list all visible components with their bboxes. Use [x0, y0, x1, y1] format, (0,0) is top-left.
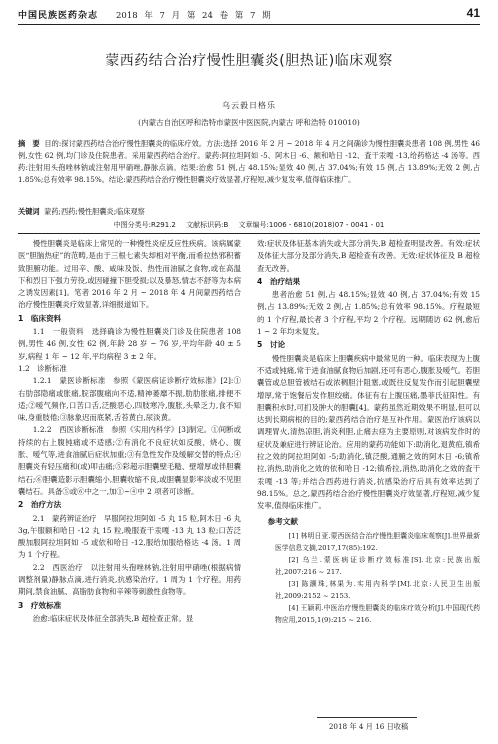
article-affiliation: (内蒙古自治区呼和浩特市蒙医中医医院,内蒙古 呼和浩特 010010)	[138, 118, 360, 127]
section-heading: 2 治疗方法	[18, 500, 62, 510]
paragraph: 2.1 蒙药辨证治疗 早服阿拉坦阿如 -5 丸 15 粒,阿木日 -6 丸 3g,午服额和哈日 -12 丸 15 粒,晚服查干汞嘎 -13 丸 13 粒;口苦泛酸加服阿拉坦阿如 -5 或依和哈日 -12,服给加服给格达 -4 汤。1 周为 1 个疗程。	[18, 513, 241, 560]
article-title: 蒙西药结合治疗慢性胆囊炎(胆热证)临床观察	[105, 53, 393, 69]
keywords	[18, 206, 480, 218]
reference-item: [3] 陈灏珠,林果为.实用内科学[M].北京:人民卫生出版社,2009:2152 ~ 2153.	[275, 579, 480, 600]
paragraph: 1.2.2 西医诊断标准 参照《实用内科学》[3]制定。①间断或持续的右上腹钝痛或不适感;②有消化不良症状如反酸、烧心、腹胀、嗳气等,进食油腻后症状加重;③有急性发作及缓解交替的特点;④胆囊炎有轻压痛和(或)叩击痛;⑤彩超示胆囊壁毛糙、壁增厚或伴胆囊结石;⑥胆囊造影示胆囊缩小,胆囊收缩不良,或胆囊显影率淡或不见胆囊结石。具备⑤或⑥中之一,加①~④中 2 项者可诊断。	[18, 425, 241, 496]
reference-item: [4] 王颖莉.中医治疗慢性胆囊炎的临床疗效分析[J].中国现代药物应用,2015,1(9):215 ~ 216.	[275, 603, 480, 624]
journal-name: 中国民族医药杂志	[18, 11, 99, 21]
section-heading: 1 临床资料	[18, 313, 62, 323]
section-heading: 4 治疗结果	[257, 276, 301, 286]
article-number: 文章编号:1006 - 6810(2018)07 - 0041 - 01	[238, 221, 385, 229]
body-column-left	[18, 238, 241, 740]
header-rule	[18, 24, 480, 25]
classification-line	[0, 220, 498, 230]
paragraph: 1.2.1 蒙医诊断标准 参照《蒙医病证诊断疗效标准》[2]:①右肋部隐痛或胀痛,脘部腹痛向不适,精神萎靡不振,肋肋胀痛,排便不适;②嗳气频作,口苦口舌,泛酸恶心,四肢寒冷,腹胀,头晕乏力,食不知味,身重肢倦;③脉象迟而底紧,舌苔黄白,尿淡黄。	[18, 376, 241, 423]
reference-item: [2] 乌兰.蒙医病证诊断疗效标准[S].北京:民族出版社,2007:216 ~ 217.	[275, 555, 480, 576]
issue-info: 2018 年 7 月 第 24 卷 第 7 期	[116, 11, 271, 21]
paragraph: 慢性胆囊炎是临床上常见的一种慢性炎症反应性疾病。该病属蒙医“胆脑热症”的范畴,是由于三根七素失却相对平衡,而希拉热邪积蓄致胆腑功能。过用辛、酸、咸味及饭、热性而油腻之食物,或在高温下和烈日下强力劳役,或因碰撞下胆受损;以及暴怒,情志不舒等为本病之诱发因素[1]。笔者 2016 年 2 月 ~ 2018 年 4 月间蒙西药结合治疗慢性胆囊炎疗效显著,详细报道如下。	[18, 239, 241, 310]
keywords-text: 蒙药;西药;慢性胆囊炎;临床观察	[44, 207, 145, 216]
article-author: 乌云毅日格乐	[222, 101, 276, 110]
body-rule	[18, 233, 480, 234]
paragraph: 效:症状及体征基本消失或大部分消失,B 超检查明显改善。有效:症状及体征大部分及部分消失,B 超检查有改善。无效:症状体征及 B 超检查无改善。	[257, 239, 480, 273]
subsection-heading: 1.2 诊断标准	[18, 363, 67, 373]
received-date	[257, 722, 480, 732]
abstract-label: 摘 要	[18, 139, 40, 148]
abstract-text: 目的:探讨蒙西药结合治疗慢性胆囊炎的临床疗效。方法:选择 2016 年 2 月 ~ 2018 年 4 月之间确诊为慢性胆囊炎患者 108 例,男性 46 例,女性 62 例,均门诊及住院患者。采用蒙西药结合治疗。蒙药:阿拉坦阿如 -5、阿木日 -6、额和哈日 -12、査干汞嘎 -13,给药格达 -4 汤等。西药:注射用头孢唑林钠或注射用甲硝唑,静脉点滴。结果:治愈 51 例,占 48.15%;显效 40 例,占 37.04%;有效 15 例,占 13.89%;无效 2 例,占 1.85%;总有效率 98.15%。结论:蒙西药结合治疗慢性胆囊炎疗效显著,疗程短,减少复发率,值得临床推广。	[18, 139, 480, 184]
paragraph: 慢性胆囊炎是临床上胆囊疾病中最常见的一种。临床表现为上腹不适或钝痛,常于进食油腻食物后加剧,还可有恶心,腹胀及嗳气。若胆囊管或总胆管被结石或浓稠胆汁阻塞,或既往反复发作而引起胆囊壁增厚,常于饱餐后发作胆绞痛。体征有右上腹压痛,墨菲氏征阳性。有胆囊积水时,可扪及肿大的胆囊[4]。蒙药虽然近期效果不明显,但可以达到长期病根的目的;蒙西药结合治疗是互补作用。蒙医治疗该病以调理胃火,清热凉胆,消炎利胆,止痛去痉为主要原则,对该病发作时的症状及兼症进行辨证论治。应用的蒙药功能如下:助消化,退黄疸,镇希拉之效的阿拉坦阿如 -5;助消化,镇泛酸,通腑之效的阿木日 -6;镇希拉,消热,助消化之效的依和哈日 -12;镇希拉,消热,助消化之效的査干汞嘎 -13 等;并结合西药进行消炎,抗感染治疗后具有效率达到了 98.15%。总之,蒙西药结合治疗慢性胆囊炎疗效显著,疗程短,减少复发率,值得临床推广。	[257, 353, 480, 511]
section-heading: 5 讨论	[257, 340, 286, 350]
paragraph: 1.1 一般资料 选择确诊为慢性胆囊炎门诊及住院患者 108 例,男性 46 例,女性 62 例,年龄 28 岁 ~ 76 岁,平均年龄 40 ± 5 岁,病程 1 年 ~ 12 年,平均病程 3 ± 2 年。	[18, 327, 241, 361]
paragraph: 治愈:临床症状及体征全部消失,B 超检查正常。显	[32, 613, 194, 623]
clc-number: 中图分类号:R291.2	[113, 221, 176, 229]
section-heading: 3 疗效标准	[18, 600, 62, 610]
body-column-right	[257, 238, 480, 708]
running-header	[18, 6, 480, 22]
reference-item: [1] 林明日亚.蒙西医结合治疗慢性胆囊炎临床观察[J].世界最新医学信息文摘,2017,17(85):192.	[275, 531, 480, 552]
received-text: 2018 年 4 月 16 日收稿	[328, 722, 409, 731]
page-number: 41	[466, 6, 480, 20]
paragraph: 患者治愈 51 例,占 48.15%;显效 40 例,占 37.04%;有效 15 例,占 13.89%;无效 2 例,占 1.85%;总有效率 98.15%。疗程最短的 1 个疗程,最长者 3 个疗程,平均 2 个疗程。远期随访 62 例,愈后 1 ~ 2 年均未复发。	[257, 290, 480, 337]
references-heading: 参考文献	[267, 516, 298, 526]
abstract	[18, 138, 480, 186]
footnote-rule	[317, 717, 417, 718]
paragraph: 2.2 西医治疗 以注射用头孢唑林钠,注射用甲硝唑(根据病情调整剂量)静脉点滴,进行消炎,抗感染治疗。1 周为 1 个疗程。用药期间,禁食油腻、高脂肪食物和辛辣等刺激性食物等。	[18, 562, 241, 597]
document-code: 文献标识码:B	[186, 221, 229, 229]
keywords-label: 关键词	[18, 207, 40, 216]
